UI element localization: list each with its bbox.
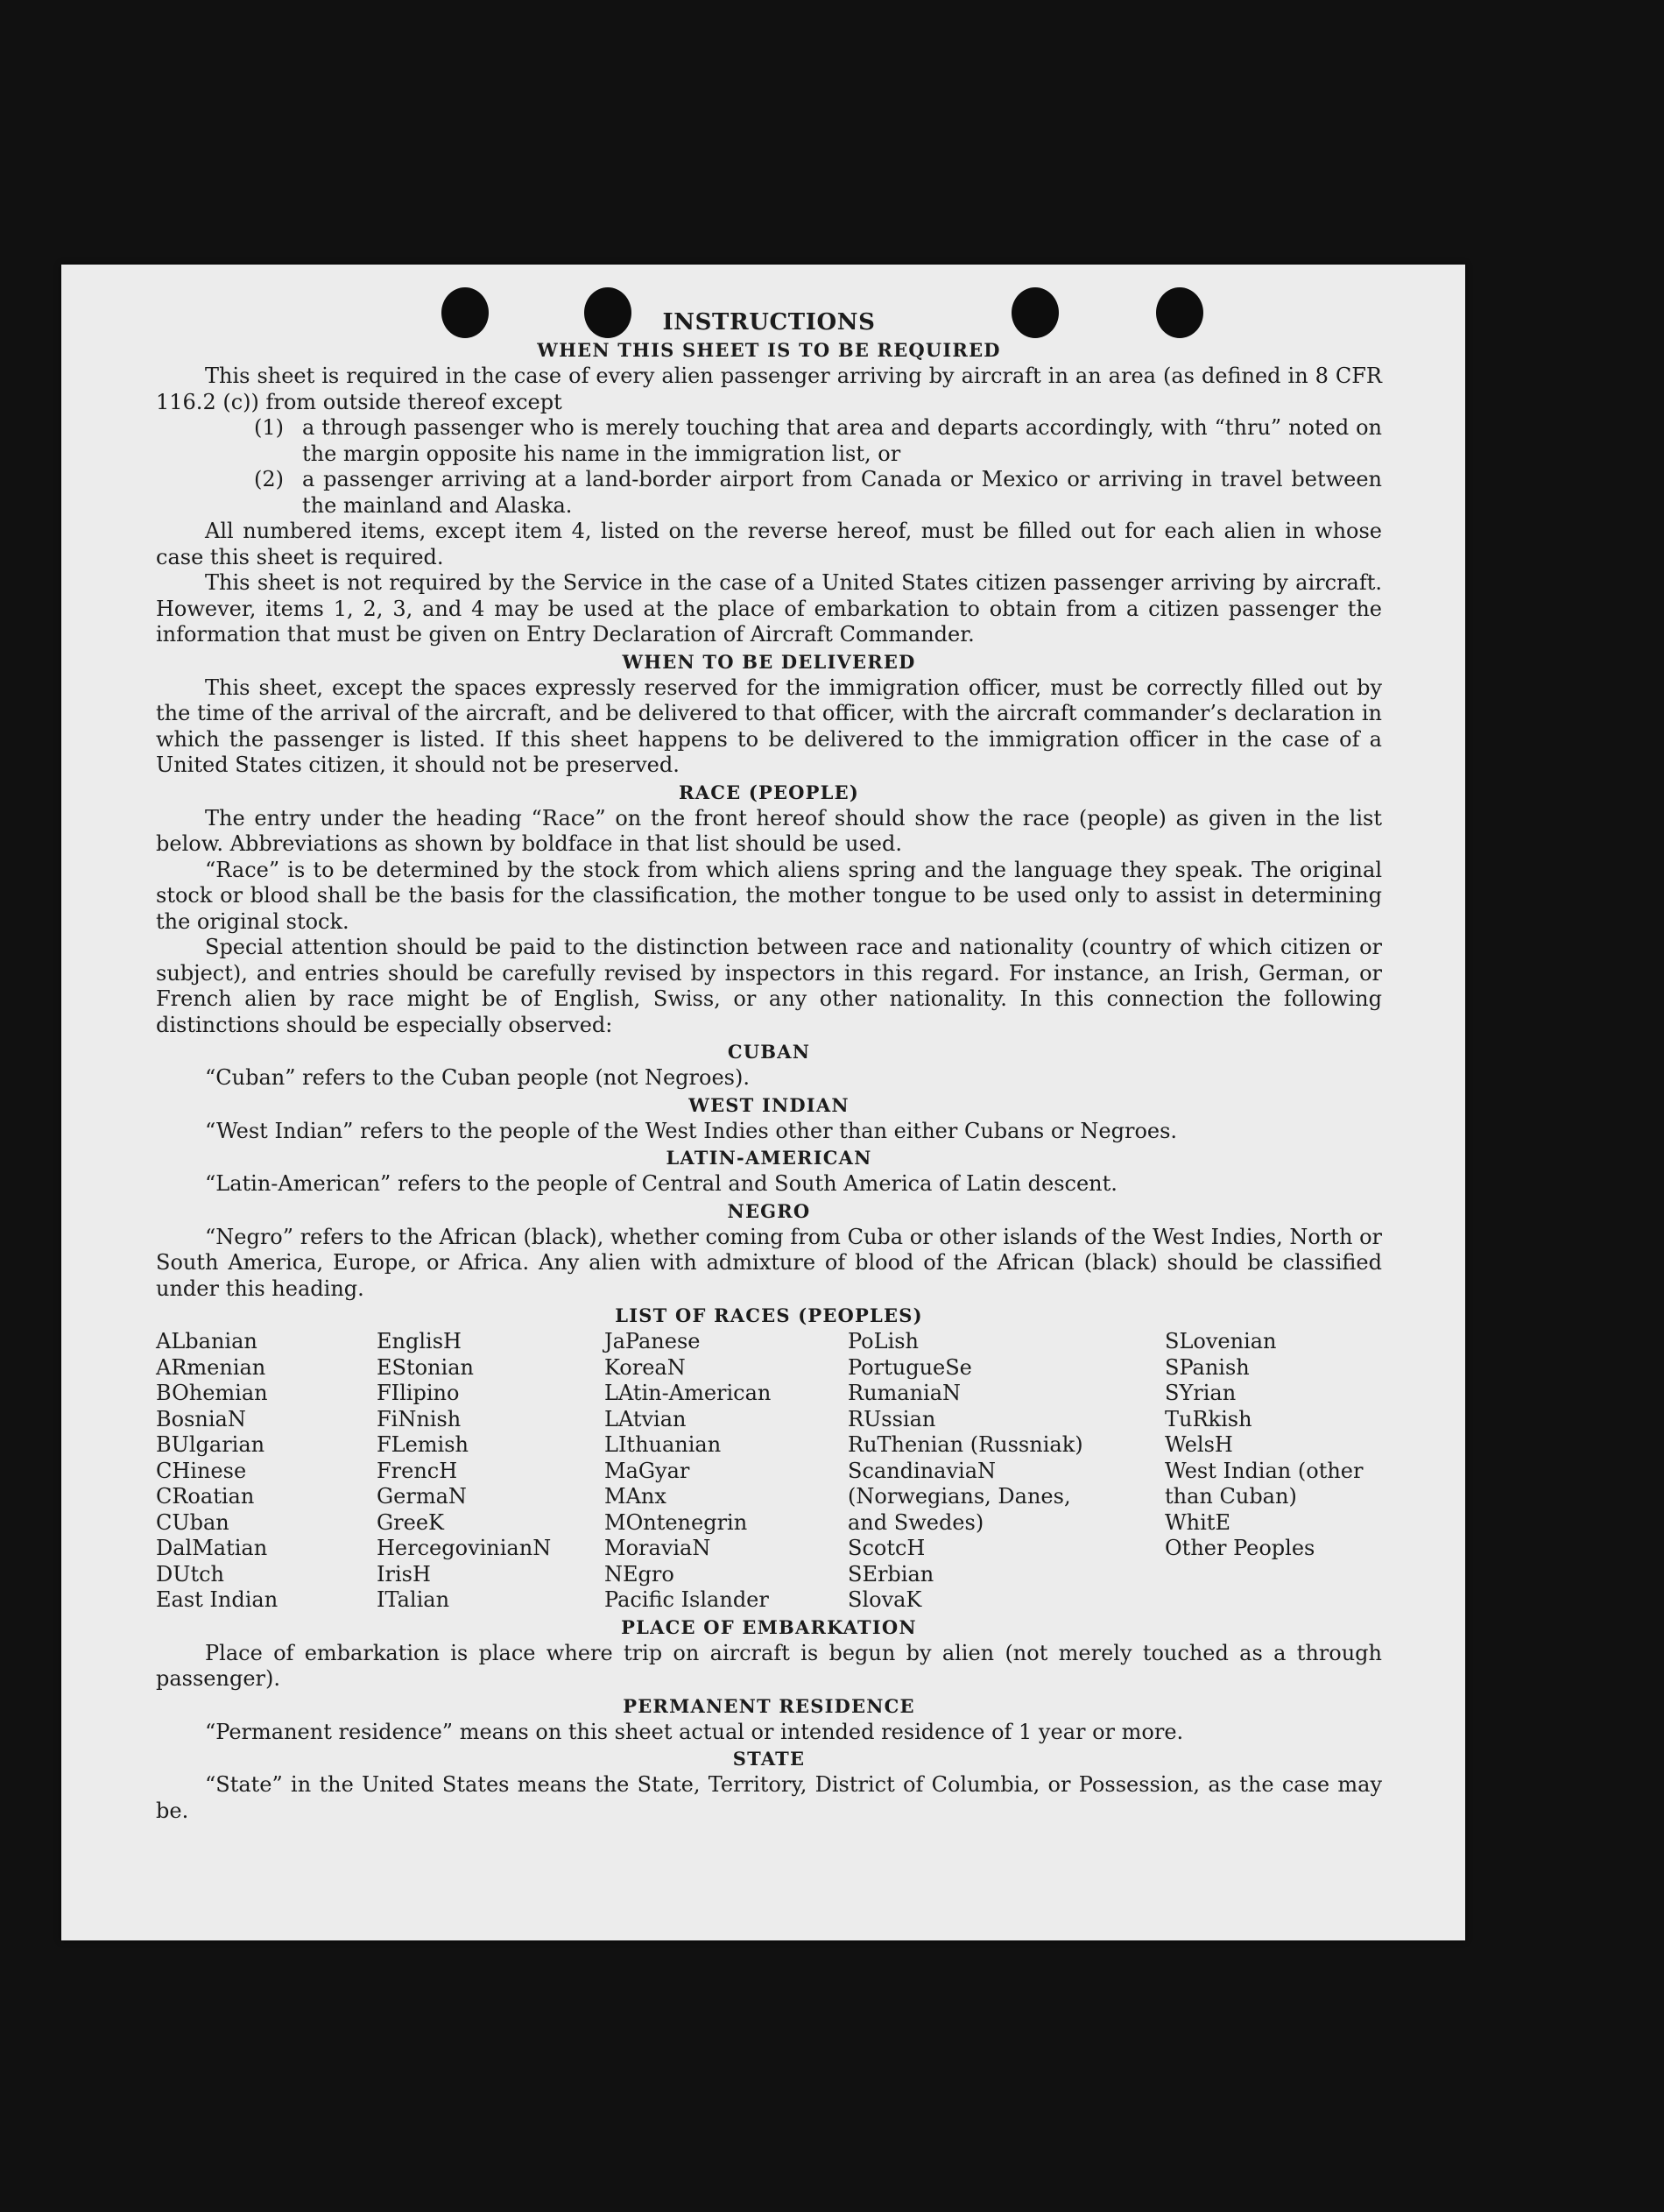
section-heading: RACE (PEOPLE) [679,781,859,803]
race-list [156,1329,1382,1614]
paragraph: “Permanent residence” means on this sheet actual or intended residence of 1 year or more. [205,1719,1184,1744]
race-entry: PortugueSe [848,1354,972,1380]
item-number: (1) [254,415,284,440]
paragraph: This sheet is not required by the Service in the case of a United States citizen passenger arriving by aircraft. However, items 1, 2, 3, and 4 may be used at the place of embarkation to obtain from a citizen passenger the information that must be given on Entry Declaration of Aircraft Commander. [156,570,1382,647]
race-entry: MOntenegrin [604,1509,748,1535]
race-entry: BUlgarian [156,1432,265,1457]
paragraph: “Race” is to be determined by the stock from which aliens spring and the language they speak. The original stock or blood shall be the basis for the classification, the mother tongue to be used only to assist in determining the original stock. [156,857,1382,934]
race-entry: PoLish [848,1329,920,1353]
race-entry: RumaniaN [848,1381,962,1405]
race-entry: EStonian [377,1354,474,1380]
paragraph: “West Indian” refers to the people of the West Indies other than either Cubans or Negroes. [205,1118,1178,1143]
section-heading: LIST OF RACES (PEOPLES) [615,1304,923,1326]
race-column [1165,1329,1384,1614]
section-heading: LATIN-AMERICAN [666,1147,872,1169]
race-entry: DalMatian [156,1536,268,1560]
section-heading: WHEN TO BE DELIVERED [622,650,916,673]
paragraph: Place of embarkation is place where trip on aircraft is begun by alien (not merely touched as a through passenger). [156,1640,1382,1691]
race-entry: RuThenian (Russniak) [848,1432,1083,1457]
race-entry: SLovenian [1165,1329,1277,1353]
race-entry: LIthuanian [604,1432,722,1457]
race-entry: West Indian (other than Cuban) [1165,1458,1364,1509]
paragraph: “Cuban” refers to the Cuban people (not Negroes). [205,1065,750,1090]
race-entry: FrencH [377,1458,458,1483]
race-column [156,1329,377,1614]
list-item [156,415,1382,467]
race-entry: GreeK [377,1509,444,1535]
race-entry: CUban [156,1509,229,1535]
paragraph: All numbered items, except item 4, listed on the reverse hereof, must be filled out for each alien in whose case this sheet is required. [156,519,1382,569]
race-entry: MoraviaN [604,1536,711,1560]
document-sheet [61,265,1465,1940]
item-text: a through passenger who is merely touching that area and departs accordingly, with “thru” noted on the margin opposite his name in the immigration list, or [302,415,1382,466]
race-entry: RUssian [848,1406,936,1431]
race-entry: FIlipino [377,1381,460,1405]
race-entry: IrisH [377,1561,431,1587]
race-entry: ARmenian [156,1354,266,1380]
race-entry: GermaN [377,1484,467,1509]
race-entry: LAtin-American [604,1381,772,1405]
race-entry: NEgro [604,1561,674,1587]
race-entry: SlovaK [848,1587,922,1612]
section-heading: NEGRO [727,1199,811,1222]
race-entry: ALbanian [156,1329,257,1353]
race-entry: SYrian [1165,1381,1237,1405]
paragraph: “State” in the United States means the State, Territory, District of Columbia, or Possession, as the case may be. [156,1772,1382,1823]
race-column [377,1329,604,1614]
race-entry: ITalian [377,1587,450,1612]
race-entry: WhitE [1165,1509,1230,1535]
race-entry: ScotcH [848,1536,926,1560]
paragraph: The entry under the heading “Race” on the front hereof should show the race (people) as given in the list below. Abbreviations as shown by boldface in that list should be used. [156,805,1382,856]
race-entry: MaGyar [604,1458,690,1483]
race-entry: FiNnish [377,1406,462,1431]
paragraph: Special attention should be paid to the distinction between race and nationality (country of which citizen or subject), and entries should be carefully revised by inspectors in this regard. For instance, an Irish, German, or French alien by race might be of English, Swiss, or any other nationality. In this connection the following distinctions should be especially observed: [156,935,1382,1037]
section-heading: CUBAN [727,1041,811,1063]
race-entry: ScandinaviaN (Norwegians, Danes, and Swedes) [848,1458,1071,1535]
race-entry: KoreaN [604,1354,686,1380]
section-heading: WEST INDIAN [688,1093,850,1116]
race-column [604,1329,848,1614]
section-heading: WHEN THIS SHEET IS TO BE REQUIRED [537,339,1001,361]
race-entry: Other Peoples [1165,1536,1315,1560]
race-entry: BosniaN [156,1406,246,1431]
paragraph: This sheet, except the spaces expressly reserved for the immigration officer, must be correctly filled out by the time of the arrival of the aircraft, and be delivered to that officer, with the aircraft commander’s declaration in which the passenger is listed. If this sheet happens to be delivered to the immigration officer in the case of a United States citizen, it should not be preserved. [156,675,1382,777]
race-entry: SPanish [1165,1354,1250,1380]
section-heading: PLACE OF EMBARKATION [621,1615,917,1638]
race-entry: TuRkish [1165,1406,1252,1431]
race-entry: JaPanese [604,1329,701,1353]
race-entry: WelsH [1165,1432,1233,1457]
race-entry: HercegovinianN [377,1536,552,1560]
section-heading: PERMANENT RESIDENCE [623,1694,915,1717]
paragraph: This sheet is required in the case of every alien passenger arriving by aircraft in an area (as defined in 8 CFR 116.2 (c)) from outside thereof except [156,364,1382,414]
race-entry: DUtch [156,1561,225,1587]
paragraph: “Latin-American” refers to the people of Central and South America of Latin descent. [205,1171,1118,1196]
race-entry: MAnx [604,1484,666,1509]
race-entry: Pacific Islander [604,1587,769,1612]
paragraph: “Negro” refers to the African (black), whether coming from Cuba or other islands of the West Indies, North or South America, Europe, or Africa. Any alien with admixture of blood of the African (black) should be classified under this heading. [156,1224,1382,1301]
list-item [156,467,1382,519]
race-entry: EnglisH [377,1329,462,1353]
item-text: a passenger arriving at a land-border airport from Canada or Mexico or arriving in travel between the mainland and Alaska. [302,467,1382,518]
race-column [848,1329,1165,1614]
instructions-body [156,308,1382,1824]
race-entry: CRoatian [156,1484,255,1509]
section-heading: STATE [732,1748,806,1770]
item-number: (2) [254,467,284,491]
race-entry: CHinese [156,1458,247,1483]
race-entry: BOhemian [156,1381,268,1405]
page-title: INSTRUCTIONS [662,309,876,336]
race-entry: LAtvian [604,1406,687,1431]
race-entry: FLemish [377,1432,469,1457]
race-entry: SErbian [848,1561,934,1587]
race-entry: East Indian [156,1587,279,1612]
